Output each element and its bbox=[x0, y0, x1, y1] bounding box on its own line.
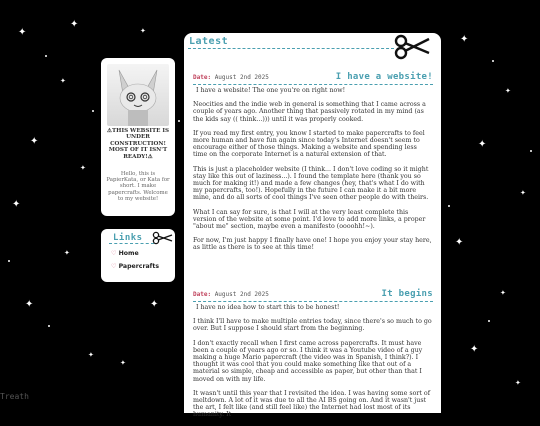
links-card bbox=[101, 229, 175, 282]
cat-mask-image bbox=[107, 64, 169, 126]
star: ✦ bbox=[70, 19, 79, 30]
star: ✦ bbox=[140, 27, 146, 35]
post-paragraph: I have no idea how to start this to be honest! bbox=[196, 304, 340, 311]
date-label: Date: bbox=[193, 291, 212, 298]
star: ✦ bbox=[88, 351, 94, 359]
star bbox=[178, 120, 180, 122]
latest-heading: Latest bbox=[189, 36, 229, 47]
corner-label: Treath bbox=[0, 392, 29, 401]
star: ✦ bbox=[478, 139, 487, 150]
post-paragraph: I don't exactly recall when I first came across papercrafts. It must have been a couple of years ago or so. I think it was a Youtube video of a guy making a huge Mario papercraft (the video was in Spanish, I think?). I thought it was cool that you could make something like that out of a material so simple, cheap and accessible as paper, but other than that I moved on with my life. bbox=[193, 339, 423, 383]
scissors-icon bbox=[152, 231, 174, 245]
post-divider bbox=[193, 301, 433, 302]
star: ✦ bbox=[470, 344, 479, 355]
star bbox=[530, 150, 532, 152]
post-title: It begins bbox=[381, 289, 433, 299]
star bbox=[48, 325, 50, 327]
link-papercrafts-label: Papercrafts bbox=[118, 263, 160, 270]
construction-warning: ⚠THIS WEBSITE IS UNDER CONSTRUCTION! MOST OF IT ISN'T READY!⚠ bbox=[106, 128, 170, 160]
star: ✦ bbox=[520, 189, 526, 197]
links-divider bbox=[109, 243, 154, 244]
links-heading: Links bbox=[113, 233, 143, 243]
star bbox=[488, 320, 490, 322]
post-paragraph: It wasn't until this year that I revisited the idea. I was having some sort of meltdown. A lot of it was due to all the AI BS going on. And it wasn't just the art, I felt like (and still feel like) the Internet had lost most of its humanity. It bbox=[193, 389, 431, 419]
star bbox=[8, 260, 10, 262]
scissors-icon bbox=[393, 33, 431, 61]
star bbox=[45, 55, 47, 57]
post-date bbox=[193, 74, 269, 81]
star: ✦ bbox=[12, 199, 21, 210]
star: ✦ bbox=[18, 27, 27, 38]
post-title: I have a website! bbox=[335, 72, 433, 82]
post-paragraph: Neocities and the indie web in general is something that I came across a couple of years ago. Another thing that passively rotated in my mind (as the kids say (( think...))) until it was properly cooked. bbox=[193, 101, 426, 123]
star: ✦ bbox=[455, 237, 464, 248]
date-value: August 2nd 2025 bbox=[214, 291, 269, 298]
post-paragraph: This is just a placeholder website (I think... I don't love coding so it might stay like this out of laziness...). I found the template here (thank you so much for making it!) and made a few changes (hey, that's what I do with my papercrafts, too!). Hopefully in the future I can make it a bit more mine, and do all sorts of cool things I've seen other people do with theirs. bbox=[193, 165, 429, 202]
post-body bbox=[193, 84, 433, 252]
star bbox=[448, 205, 450, 207]
star: ✦ bbox=[500, 289, 506, 297]
date-value: August 2nd 2025 bbox=[214, 74, 269, 81]
post-body bbox=[193, 301, 433, 419]
heart-icon: ♡ bbox=[111, 263, 117, 270]
star: ✦ bbox=[150, 299, 159, 310]
link-papercrafts[interactable] bbox=[111, 263, 159, 270]
star: ✦ bbox=[64, 249, 70, 257]
post-paragraph: I think I'll have to make multiple entries today, since there's so much to go over. But I suppose I should start from the beginning. bbox=[193, 318, 432, 333]
welcome-text: Hello, this is PapierKata, or Kata for short. I make papercrafts. Welcome to my website! bbox=[106, 171, 170, 202]
star bbox=[492, 60, 494, 62]
star bbox=[92, 110, 94, 112]
star: ✦ bbox=[25, 299, 34, 310]
star: ✦ bbox=[60, 77, 66, 85]
date-label: Date: bbox=[193, 74, 212, 81]
star: ✦ bbox=[120, 359, 126, 367]
blog-post bbox=[193, 72, 433, 259]
post-header bbox=[193, 289, 433, 301]
blog-post bbox=[193, 289, 433, 426]
latest-divider bbox=[188, 48, 394, 49]
star: ✦ bbox=[30, 136, 39, 147]
star: ✦ bbox=[515, 379, 521, 387]
post-paragraph: For now, I'm just happy I finally have one! I hope you enjoy your stay here, as little as there is to see at this time! bbox=[193, 237, 432, 252]
star: ✦ bbox=[460, 34, 469, 45]
post-paragraph: I have a website! The one you're on right now! bbox=[196, 87, 346, 94]
link-home[interactable] bbox=[111, 250, 139, 257]
post-header bbox=[193, 72, 433, 84]
post-divider bbox=[193, 84, 433, 85]
post-paragraph: If you read my first entry, you know I started to make papercrafts to feel more human and have fun again since today's Internet doesn't seem to encourage either of those things. Making a website and spending less time on the corporate Internet is a natural extension of that. bbox=[193, 129, 425, 159]
main-content bbox=[184, 33, 441, 419]
heart-icon: ♡ bbox=[111, 250, 117, 257]
post-date bbox=[193, 291, 269, 298]
profile-card bbox=[101, 58, 175, 216]
avatar bbox=[107, 64, 169, 126]
star: ✦ bbox=[80, 164, 86, 172]
star: ✦ bbox=[505, 87, 511, 95]
link-home-label: Home bbox=[118, 250, 139, 257]
post-paragraph: What I can say for sure, is that I will at the very least complete this version of the website at some point. I'd love to add more links, a proper "about me" section, maybe even a manifesto (oooohh!~). bbox=[193, 208, 426, 231]
